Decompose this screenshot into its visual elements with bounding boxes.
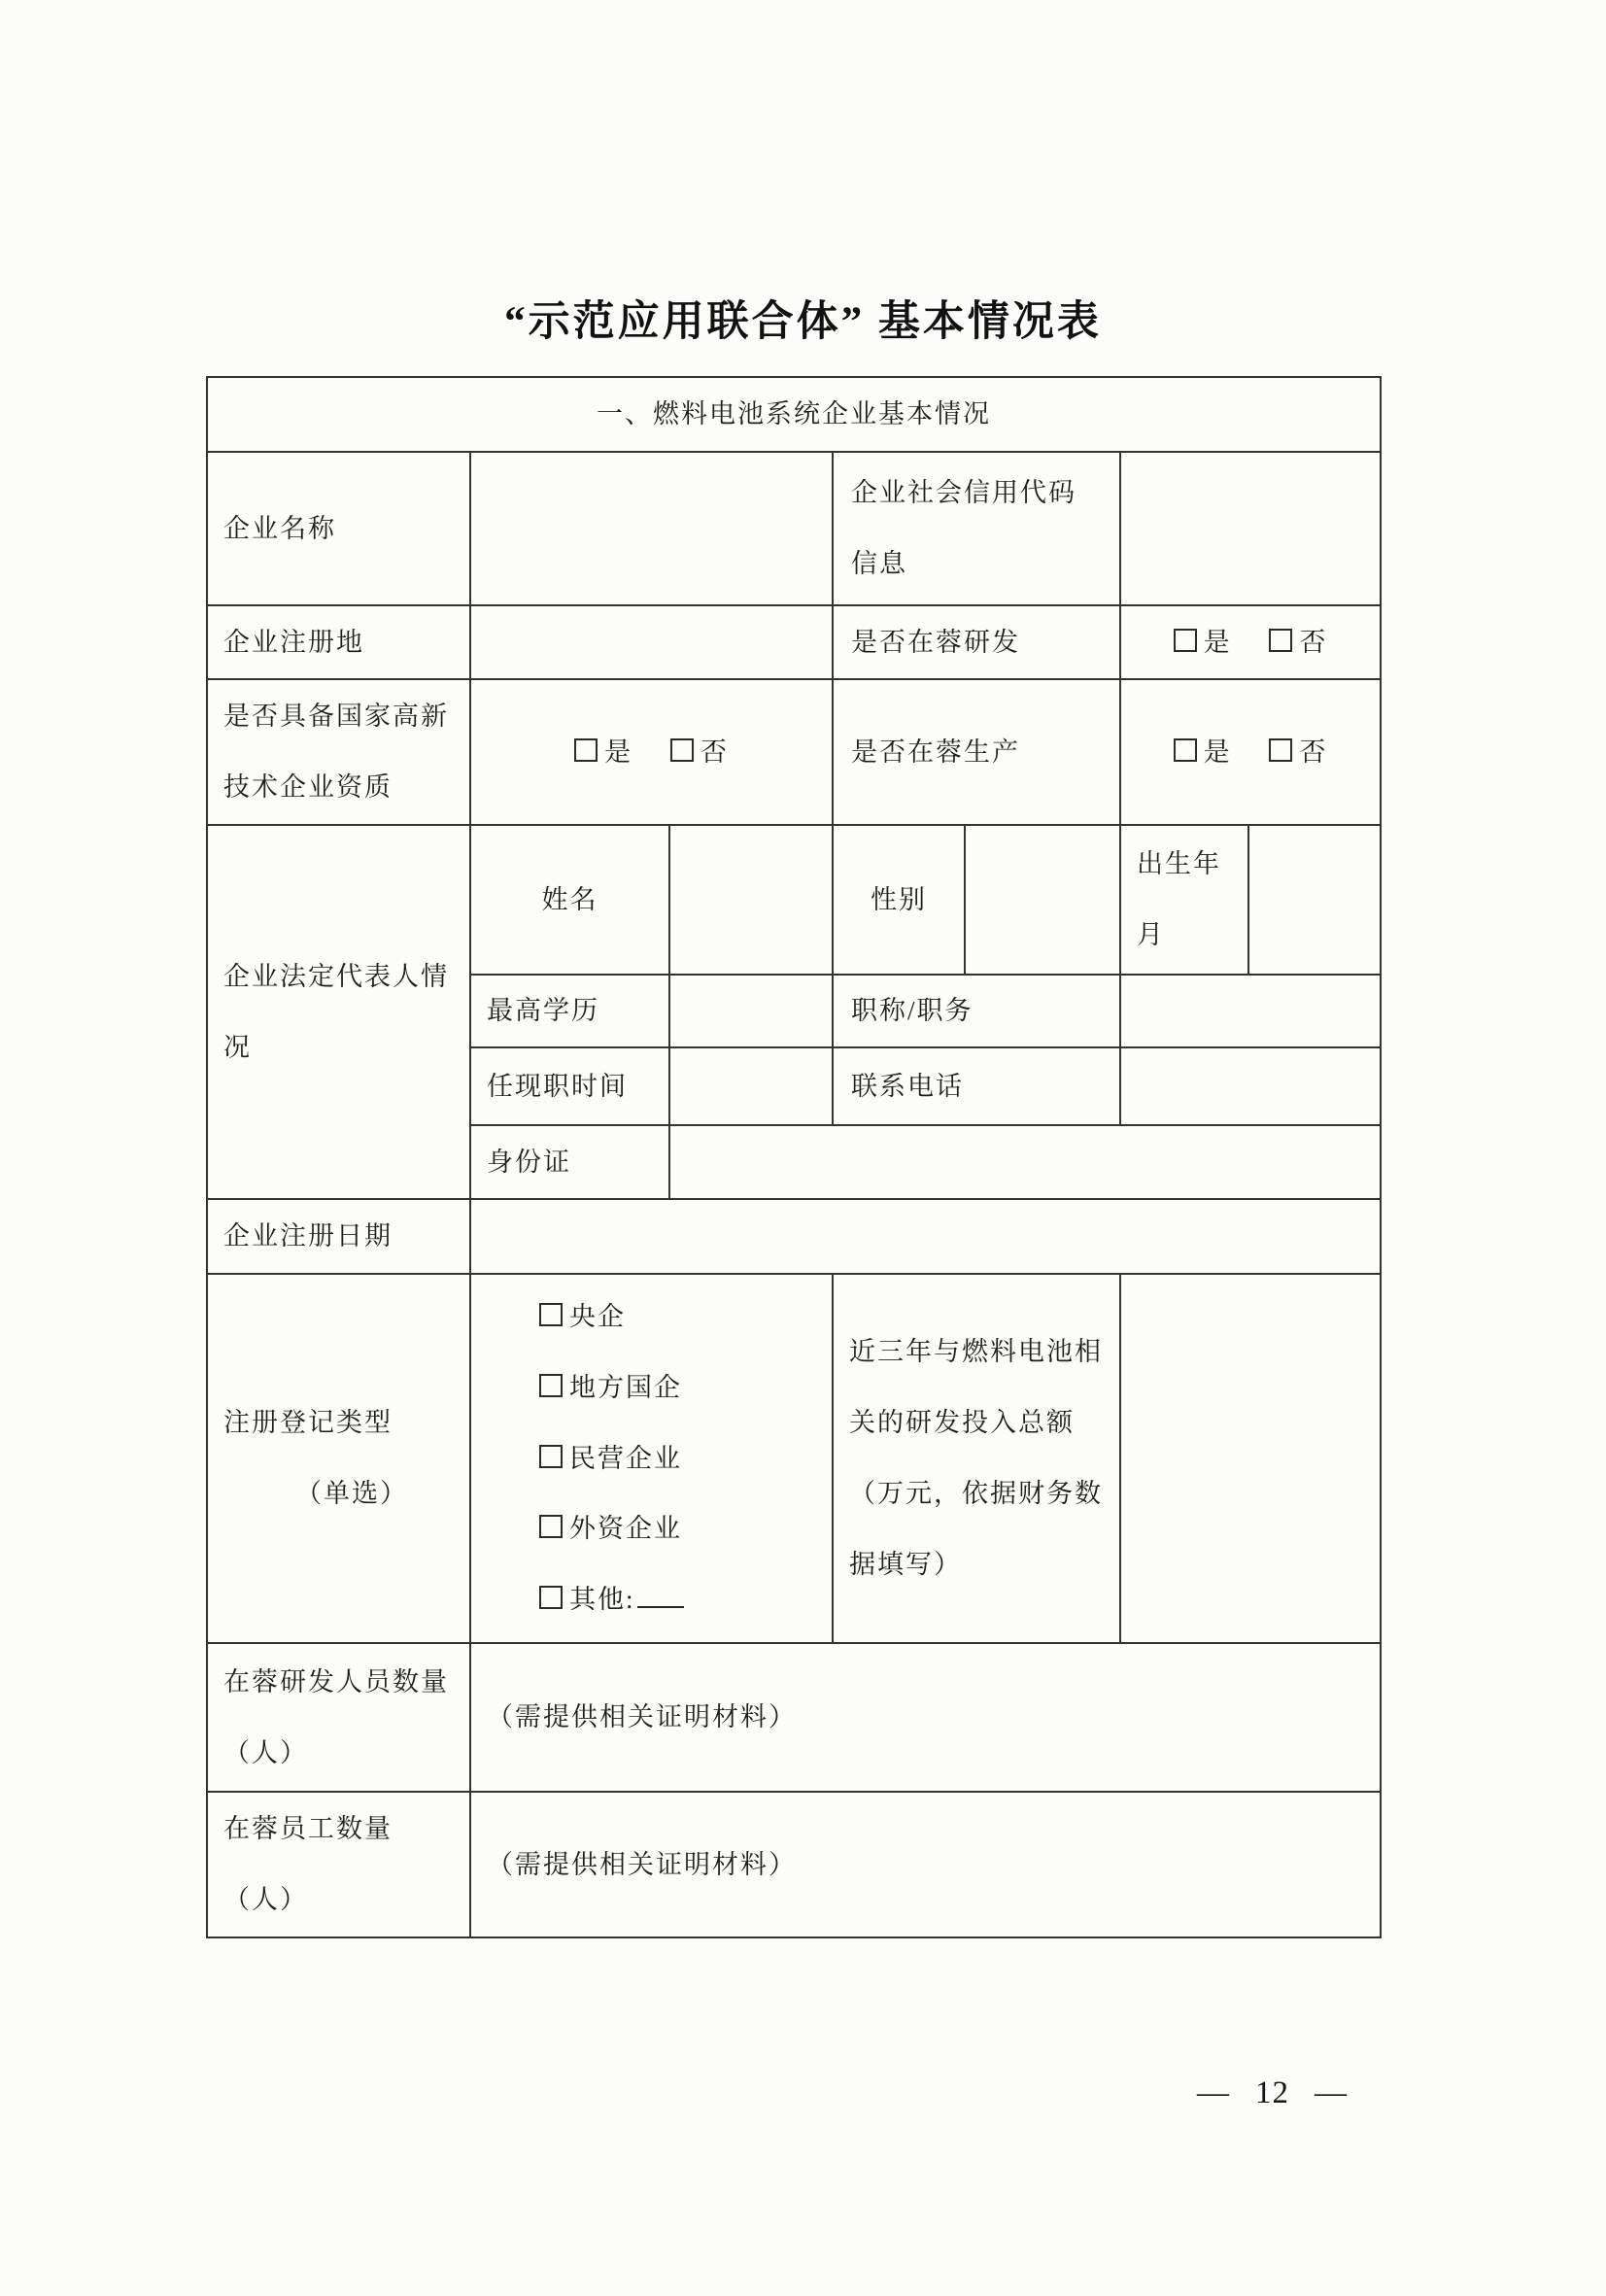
- high-tech-row: [207, 679, 1381, 825]
- production-in-chengdu-choices: [1120, 679, 1381, 825]
- registration-date-value: [470, 1199, 1381, 1274]
- option-label: 央企: [569, 1301, 626, 1331]
- high-tech-choices: [470, 679, 833, 825]
- option-label: 地方国企: [569, 1372, 682, 1402]
- document-title: “示范应用联合体” 基本情况表: [504, 299, 1102, 345]
- page-number: [1197, 2075, 1348, 2111]
- registration-type-text: 注册登记类型: [223, 1408, 393, 1438]
- no-label: 否: [1299, 627, 1328, 657]
- page-number-dash-left: —: [1197, 2075, 1230, 2110]
- section-header: 一、燃料电池系统企业基本情况: [207, 377, 1381, 452]
- checkbox-icon: [1269, 629, 1292, 652]
- rep-name-label: 姓名: [470, 825, 669, 975]
- registration-type-note: （单选）: [295, 1479, 408, 1508]
- rep-education-label: 最高学历: [470, 975, 669, 1047]
- rep-phone-label: 联系电话: [833, 1047, 1120, 1125]
- registration-date-label: 企业注册日期: [207, 1199, 470, 1274]
- credit-code-value: [1120, 452, 1381, 605]
- yes-label: 是: [604, 737, 633, 767]
- rep-title-value: [1120, 975, 1381, 1047]
- checkbox-icon: [574, 738, 598, 762]
- rep-name-value: [669, 825, 833, 975]
- rd-staff-row: [207, 1643, 1381, 1792]
- basic-info-table: [206, 376, 1382, 1938]
- checkbox-icon: [539, 1374, 563, 1397]
- no-label: 否: [700, 737, 729, 767]
- registration-date-row: [207, 1199, 1381, 1274]
- rep-tenure-label: 任现职时间: [470, 1047, 669, 1125]
- yes-label: 是: [1203, 627, 1232, 657]
- option-label: 外资企业: [569, 1514, 682, 1544]
- legal-representative-label: 企业法定代表人情况: [207, 825, 470, 1199]
- company-name-value: [470, 452, 833, 605]
- rep-id-value: [669, 1125, 1381, 1199]
- rd-staff-value: （需提供相关证明材料）: [470, 1643, 1381, 1792]
- rep-gender-label: 性别: [833, 825, 965, 975]
- credit-code-label: 企业社会信用代码信息: [833, 452, 1120, 605]
- rep-gender-value: [965, 825, 1120, 975]
- registration-type-row: [207, 1274, 1381, 1643]
- registration-type-label: [207, 1274, 470, 1643]
- registration-type-options: [470, 1274, 833, 1643]
- no-label: 否: [1299, 737, 1328, 767]
- checkbox-icon: [539, 1515, 563, 1538]
- rep-tenure-value: [669, 1047, 833, 1125]
- rep-id-label: 身份证: [470, 1125, 669, 1199]
- registered-address-value: [470, 605, 833, 679]
- legal-rep-name-row: [207, 825, 1381, 975]
- rep-title-label: 职称/职务: [833, 975, 1120, 1047]
- checkbox-icon: [1174, 738, 1197, 762]
- rep-birth-label: 出生年月: [1120, 825, 1248, 975]
- high-tech-label: 是否具备国家高新技术企业资质: [207, 679, 470, 825]
- production-in-chengdu-label: 是否在蓉生产: [833, 679, 1120, 825]
- rep-birth-value: [1248, 825, 1381, 975]
- rd-staff-label: 在蓉研发人员数量（人）: [207, 1643, 470, 1792]
- yes-label: 是: [1203, 737, 1232, 767]
- option-label: 民营企业: [569, 1443, 682, 1473]
- checkbox-icon: [1174, 629, 1197, 652]
- option-label: 其他:: [569, 1585, 635, 1615]
- section-header-row: [207, 377, 1381, 452]
- page-number-dash-right: —: [1315, 2075, 1348, 2110]
- blank-line: [637, 1579, 684, 1608]
- checkbox-icon: [1269, 738, 1292, 762]
- registered-address-row: [207, 605, 1381, 679]
- rd-in-chengdu-label: 是否在蓉研发: [833, 605, 1120, 679]
- rep-education-value: [669, 975, 833, 1047]
- checkbox-icon: [539, 1586, 563, 1609]
- rd-investment-label: 近三年与燃料电池相关的研发投入总额（万元，依据财务数据填写）: [833, 1274, 1120, 1643]
- company-name-row: [207, 452, 1381, 605]
- rep-phone-value: [1120, 1047, 1381, 1125]
- registered-address-label: 企业注册地: [207, 605, 470, 679]
- staff-value: （需提供相关证明材料）: [470, 1792, 1381, 1937]
- staff-label: 在蓉员工数量（人）: [207, 1792, 470, 1937]
- rd-in-chengdu-choices: [1120, 605, 1381, 679]
- company-name-label: 企业名称: [207, 452, 470, 605]
- checkbox-icon: [539, 1445, 563, 1468]
- rd-investment-value: [1120, 1274, 1381, 1643]
- page-number-value: 12: [1255, 2075, 1289, 2110]
- staff-row: [207, 1792, 1381, 1937]
- checkbox-icon: [670, 738, 694, 762]
- checkbox-icon: [539, 1303, 563, 1326]
